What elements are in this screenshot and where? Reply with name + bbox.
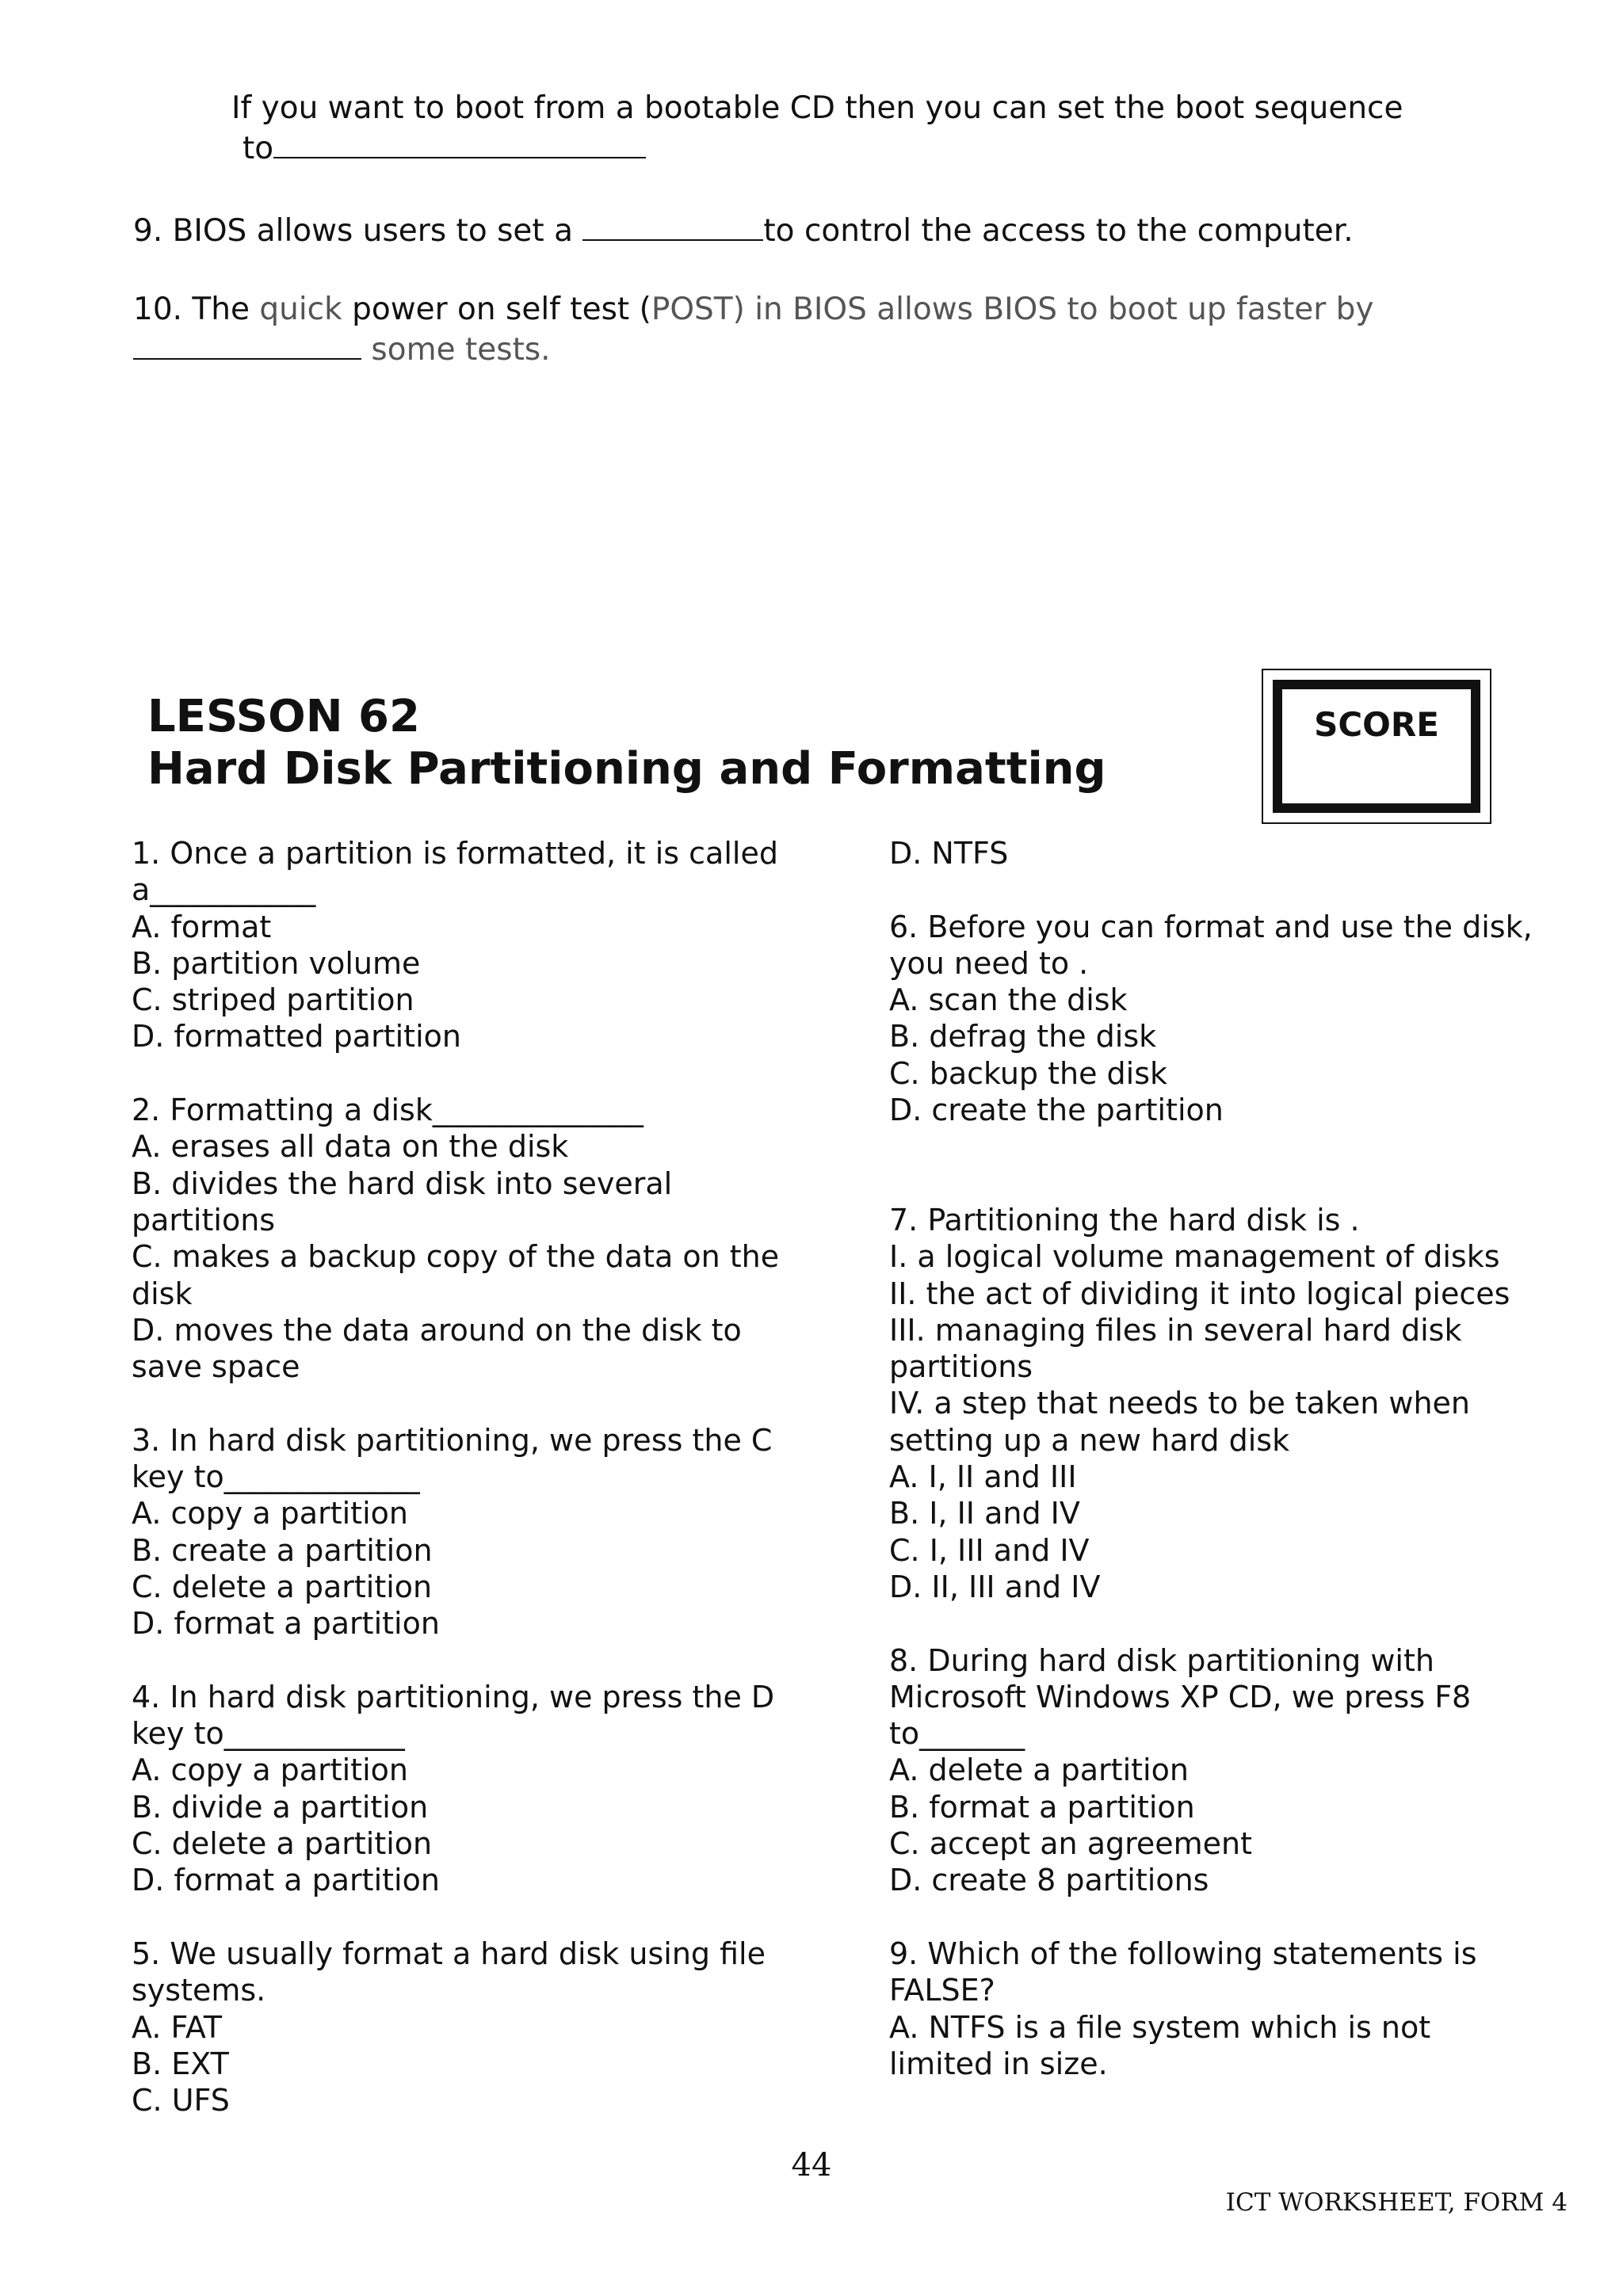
- question-line: C. UFS: [132, 2083, 230, 2119]
- question-line: 6. Before you can format and use the disk,: [889, 909, 1533, 944]
- question-line: B. create a partition: [132, 1532, 433, 1568]
- blank-line: [889, 1605, 1533, 1642]
- blank-line: [889, 871, 1533, 908]
- blank-line: [132, 1642, 779, 1679]
- question-line: IV. a step that needs to be taken when: [889, 1386, 1471, 1421]
- bios-question-10-line2: [133, 330, 551, 370]
- boot-sequence-question-line2: [242, 128, 646, 169]
- answer-blank[interactable]: [582, 211, 763, 241]
- blank-line: [889, 1128, 1533, 1165]
- bios-q10-end: some tests.: [361, 332, 551, 368]
- question-line: A. erases all data on the disk: [132, 1129, 569, 1165]
- question-line: C. delete a partition: [132, 1569, 433, 1604]
- worksheet-footer: ICT WORKSHEET, FORM 4: [1225, 2188, 1568, 2217]
- lesson-title: Hard Disk Partitioning and Formatting: [147, 743, 1106, 795]
- question-line: systems.: [132, 1973, 266, 2008]
- score-label: SCORE: [1314, 705, 1439, 744]
- question-line: A. copy a partition: [132, 1496, 408, 1531]
- question-line: A. format: [132, 909, 272, 944]
- question-line: 1. Once a partition is formatted, it is called: [132, 836, 778, 871]
- question-line: D. format a partition: [132, 1606, 440, 1642]
- blank-line: [889, 1165, 1533, 1202]
- question-line: 4. In hard disk partitioning, we press the D: [132, 1679, 775, 1714]
- boot-sequence-question-line1: If you want to boot from a bootable CD then you can set the boot sequence: [231, 90, 1403, 126]
- bios-q10-quick: quick: [259, 292, 342, 327]
- question-line: D. create 8 partitions: [889, 1863, 1209, 1898]
- question-line: D. II, III and IV: [889, 1569, 1101, 1604]
- blank-line: [889, 1899, 1533, 1936]
- question-line: B. EXT: [132, 2046, 229, 2081]
- question-line: D. formatted partition: [132, 1019, 461, 1055]
- question-line: 9. Which of the following statements is: [889, 1936, 1477, 1971]
- bios-q10-mid: power on self test (: [342, 292, 651, 327]
- question-line: A. delete a partition: [889, 1753, 1189, 1788]
- answer-blank[interactable]: [273, 128, 646, 158]
- question-line: 5. We usually format a hard disk using file: [132, 1936, 766, 1971]
- question-line: setting up a new hard disk: [889, 1422, 1290, 1458]
- question-line: key to____________: [132, 1716, 405, 1752]
- bios-q9-text-before: 9. BIOS allows users to set a: [133, 213, 583, 249]
- question-line: limited in size.: [889, 2046, 1108, 2081]
- score-box: [1262, 669, 1491, 824]
- lesson-number: LESSON 62: [147, 691, 420, 742]
- question-line: you need to .: [889, 945, 1089, 981]
- question-line: FALSE?: [889, 1973, 995, 2008]
- bios-question-9: [133, 211, 1354, 251]
- question-line: disk: [132, 1276, 193, 1311]
- blank-line: [132, 1899, 779, 1936]
- question-line: B. divide a partition: [132, 1789, 429, 1825]
- bios-q9-text-after: to control the access to the computer.: [763, 213, 1354, 249]
- answer-blank[interactable]: [133, 330, 361, 360]
- question-line: 7. Partitioning the hard disk is .: [889, 1202, 1360, 1238]
- question-line: 8. During hard disk partitioning with: [889, 1642, 1434, 1678]
- question-line: C. striped partition: [132, 982, 414, 1018]
- question-line: B. format a partition: [889, 1789, 1195, 1825]
- question-line: 2. Formatting a disk______________: [132, 1093, 643, 1128]
- bios-q10-post: POST) in BIOS allows BIOS to boot up faster by: [651, 292, 1374, 327]
- question-line: a___________: [132, 872, 316, 908]
- blank-line: [132, 1385, 779, 1421]
- question-line: 3. In hard disk partitioning, we press the C: [132, 1422, 773, 1458]
- question-line: D. moves the data around on the disk to: [132, 1312, 742, 1348]
- bios-question-10-line1: [133, 290, 1374, 330]
- question-line: A. copy a partition: [132, 1753, 408, 1788]
- question-line: A. FAT: [132, 2009, 223, 2045]
- question-line: key to_____________: [132, 1459, 420, 1495]
- left-question-column: [132, 835, 779, 2119]
- question-line: B. divides the hard disk into several: [132, 1165, 673, 1201]
- question-line: C. delete a partition: [132, 1826, 433, 1862]
- question-line: D. format a partition: [132, 1863, 440, 1898]
- question-line: II. the act of dividing it into logical pieces: [889, 1276, 1510, 1311]
- score-box-inner-frame: [1273, 680, 1480, 813]
- question-line: C. I, III and IV: [889, 1532, 1090, 1568]
- question-line: Microsoft Windows XP CD, we press F8: [889, 1679, 1472, 1714]
- question-line: D. NTFS: [889, 836, 1009, 871]
- question-line: B. defrag the disk: [889, 1019, 1157, 1055]
- boot-sequence-to: to: [242, 131, 274, 166]
- question-line: III. managing files in several hard disk: [889, 1312, 1462, 1348]
- question-line: partitions: [889, 1349, 1033, 1385]
- bios-q10-number: 10. The: [133, 292, 260, 327]
- question-line: partitions: [132, 1202, 276, 1238]
- question-line: to_______: [889, 1716, 1025, 1752]
- question-line: A. NTFS is a file system which is not: [889, 2009, 1431, 2045]
- page-number: 44: [791, 2147, 832, 2183]
- question-line: B. partition volume: [132, 945, 421, 981]
- question-line: save space: [132, 1349, 300, 1385]
- question-line: B. I, II and IV: [889, 1496, 1080, 1531]
- question-line: A. I, II and III: [889, 1459, 1077, 1495]
- question-line: I. a logical volume management of disks: [889, 1239, 1500, 1275]
- question-line: C. backup the disk: [889, 1055, 1168, 1091]
- question-line: C. makes a backup copy of the data on the: [132, 1239, 780, 1275]
- question-line: C. accept an agreement: [889, 1826, 1253, 1862]
- question-line: A. scan the disk: [889, 982, 1128, 1018]
- question-line: D. create the partition: [889, 1093, 1224, 1128]
- right-question-column: [889, 835, 1533, 2082]
- blank-line: [132, 1055, 779, 1092]
